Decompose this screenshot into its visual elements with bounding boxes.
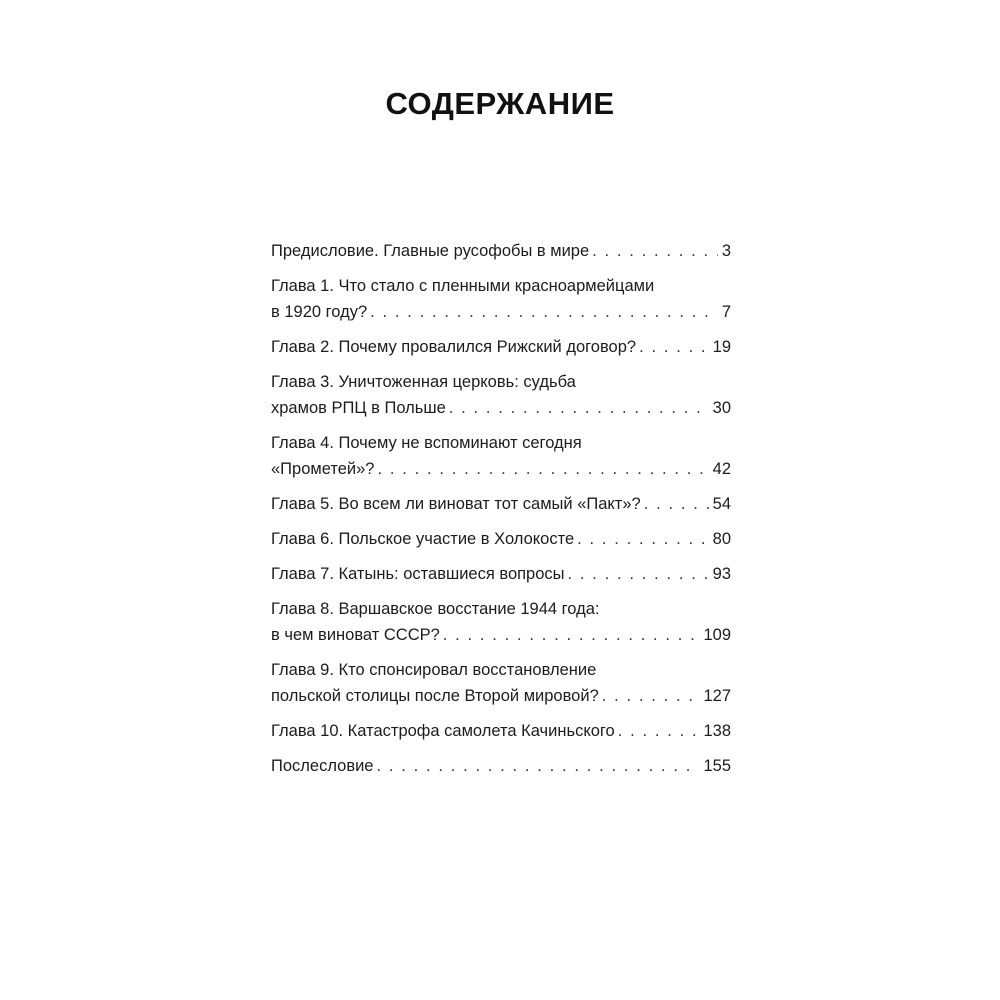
toc-page-number: 93 bbox=[712, 565, 731, 583]
toc-page-number: 42 bbox=[712, 460, 731, 478]
toc-entry-final-line bbox=[271, 491, 731, 517]
toc-entry bbox=[271, 718, 731, 744]
toc-entry-final-line bbox=[271, 526, 731, 552]
toc-entry-final-line bbox=[271, 622, 731, 648]
toc-entry bbox=[271, 273, 731, 325]
toc-entry-final-line bbox=[271, 561, 731, 587]
toc-page-number: 3 bbox=[721, 242, 731, 260]
toc-entry-title-line: Глава 9. Кто спонсировал восстановление bbox=[271, 661, 597, 679]
toc-entry-final-line bbox=[271, 753, 731, 779]
toc-page-number: 54 bbox=[712, 495, 731, 513]
toc-page-number: 30 bbox=[712, 399, 731, 417]
toc-entry-title-line: Глава 6. Польское участие в Холокосте bbox=[271, 530, 575, 548]
toc-page-number: 7 bbox=[721, 303, 731, 321]
toc-entry bbox=[271, 430, 731, 482]
toc-entry bbox=[271, 561, 731, 587]
toc-page-number: 19 bbox=[712, 338, 731, 356]
toc-entry-title-line: Предисловие. Главные русофобы в мире bbox=[271, 242, 590, 260]
toc-entry-title-line: Глава 2. Почему провалился Рижский договор? bbox=[271, 338, 637, 356]
toc-page-number: 127 bbox=[703, 687, 731, 705]
toc-entry-final-line bbox=[271, 238, 731, 264]
toc-page-number: 80 bbox=[712, 530, 731, 548]
toc-page-number: 109 bbox=[703, 626, 731, 644]
toc-entry-title-line: Глава 5. Во всем ли виноват тот самый «Пакт»? bbox=[271, 495, 641, 513]
toc-entry bbox=[271, 596, 731, 648]
toc-entry bbox=[271, 526, 731, 552]
dot-leader bbox=[602, 683, 700, 709]
page-title: СОДЕРЖАНИЕ bbox=[385, 86, 615, 121]
toc-entry bbox=[271, 334, 731, 360]
dot-leader bbox=[618, 718, 700, 744]
toc-entry bbox=[271, 238, 731, 264]
toc-entry-title-line: Послесловие bbox=[271, 757, 374, 775]
toc-entry-final-line bbox=[271, 456, 731, 482]
toc-entry-title-line: «Прометей»? bbox=[271, 460, 375, 478]
dot-leader bbox=[449, 395, 709, 421]
toc-entry-final-line bbox=[271, 718, 731, 744]
dot-leader bbox=[644, 491, 709, 517]
dot-leader bbox=[592, 238, 718, 264]
toc-entry bbox=[271, 657, 731, 709]
toc-entry-title-line: Глава 10. Катастрофа самолета Качиньского bbox=[271, 722, 615, 740]
toc-page-number: 155 bbox=[703, 757, 731, 775]
dot-leader bbox=[443, 622, 700, 648]
toc-entry-title-line: Глава 7. Катынь: оставшиеся вопросы bbox=[271, 565, 565, 583]
dot-leader bbox=[639, 334, 709, 360]
toc-entry-final-line bbox=[271, 334, 731, 360]
toc-entry bbox=[271, 369, 731, 421]
table-of-contents bbox=[271, 238, 731, 788]
dot-leader bbox=[377, 456, 708, 482]
toc-entry-final-line bbox=[271, 395, 731, 421]
toc-entry bbox=[271, 753, 731, 779]
toc-entry-title-line: Глава 1. Что стало с пленными красноармейцами bbox=[271, 277, 655, 295]
toc-page-number: 138 bbox=[703, 722, 731, 740]
toc-entry-title-line: Глава 3. Уничтоженная церковь: судьба bbox=[271, 373, 576, 391]
dot-leader bbox=[577, 526, 708, 552]
toc-entry-title-line: в 1920 году? bbox=[271, 303, 368, 321]
dot-leader bbox=[568, 561, 709, 587]
toc-entry-title-line: Глава 8. Варшавское восстание 1944 года: bbox=[271, 600, 600, 618]
dot-leader bbox=[370, 299, 718, 325]
toc-entry-final-line bbox=[271, 299, 731, 325]
toc-entry bbox=[271, 491, 731, 517]
toc-entry-title-line: Глава 4. Почему не вспоминают сегодня bbox=[271, 434, 582, 452]
toc-entry-title-line: польской столицы после Второй мировой? bbox=[271, 687, 599, 705]
toc-entry-final-line bbox=[271, 683, 731, 709]
dot-leader bbox=[377, 753, 700, 779]
toc-entry-title-line: храмов РПЦ в Польше bbox=[271, 399, 446, 417]
toc-entry-title-line: в чем виноват СССР? bbox=[271, 626, 440, 644]
